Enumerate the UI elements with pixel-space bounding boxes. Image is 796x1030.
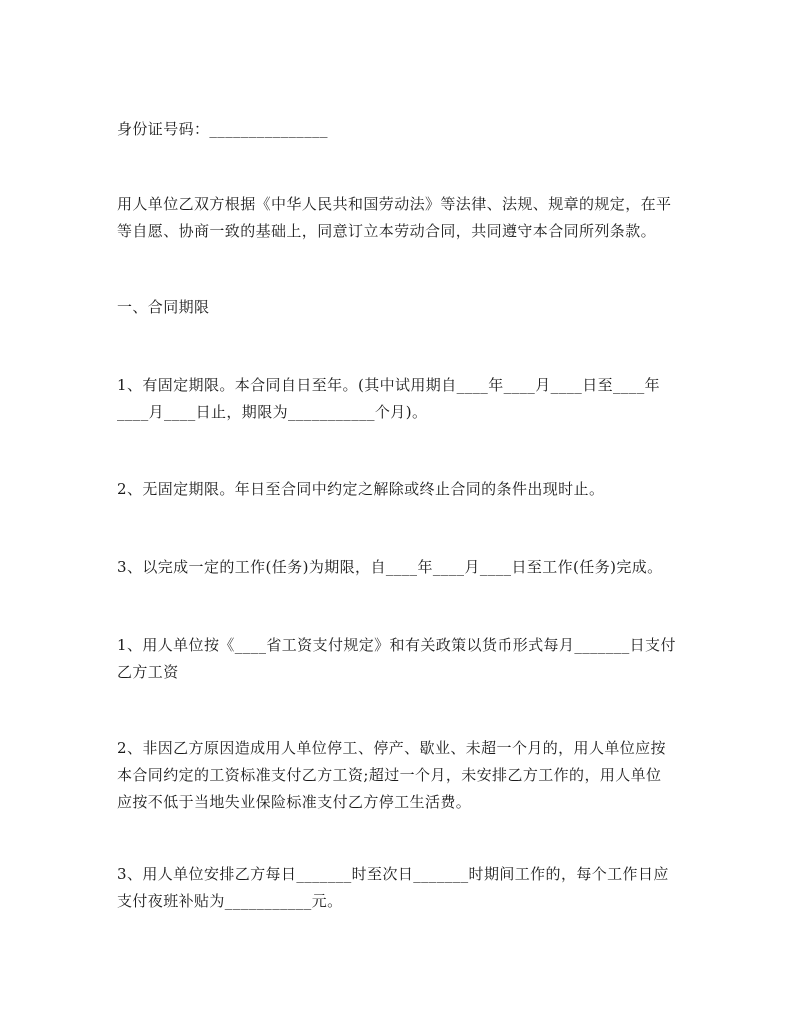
clause-open-term <box>117 476 683 503</box>
clause-wage-payment-line-1: 1、用人单位按《____省工资支付规定》和有关政策以货币形式每月_______日支付 <box>117 636 676 654</box>
clause-task-term <box>117 554 683 581</box>
section-heading-text: 一、合同期限 <box>117 298 210 316</box>
clause-night-allowance-line-2: 支付夜班补贴为___________元。 <box>117 892 343 910</box>
preamble-line-1: 用人单位乙双方根据《中华人民共和国劳动法》等法律、法规、规章的规定，在平 <box>117 195 672 213</box>
clause-wage-suspension-line-2: 本合同约定的工资标准支付乙方工资;超过一个月，未安排乙方工作的，用人单位 <box>117 766 662 784</box>
id-number-line <box>117 116 683 143</box>
clause-fixed-term <box>117 372 683 426</box>
id-number-text: 身份证号码：_______________ <box>117 120 328 138</box>
clause-wage-suspension-line-1: 2、非因乙方原因造成用人单位停工、停产、歇业、未超一个月的，用人单位应按 <box>117 739 666 757</box>
clause-wage-payment <box>117 632 683 686</box>
clause-wage-suspension <box>117 735 683 816</box>
preamble-line-2: 等自愿、协商一致的基础上，同意订立本劳动合同，共同遵守本合同所列条款。 <box>117 222 657 240</box>
section-heading-contract-term <box>117 294 683 321</box>
clause-night-allowance-line-1: 3、用人单位安排乙方每日_______时至次日_______时期间工作的，每个工作日应 <box>117 865 669 883</box>
clause-fixed-term-line-2: ____月____日止，期限为___________个月)。 <box>117 403 428 421</box>
preamble-paragraph <box>117 191 683 245</box>
clause-wage-suspension-line-3: 应按不低于当地失业保险标准支付乙方停工生活费。 <box>117 793 472 811</box>
clause-night-allowance <box>117 861 683 915</box>
clause-wage-payment-line-2: 乙方工资 <box>117 663 179 681</box>
clause-open-term-line-1: 2、无固定期限。年日至合同中约定之解除或终止合同的条件出现时止。 <box>117 480 605 498</box>
clause-fixed-term-line-1: 1、有固定期限。本合同自日至年。(其中试用期自____年____月____日至____年 <box>117 376 660 394</box>
clause-task-term-line-1: 3、以完成一定的工作(任务)为期限，自____年____月____日至工作(任务)完成。 <box>117 558 663 576</box>
